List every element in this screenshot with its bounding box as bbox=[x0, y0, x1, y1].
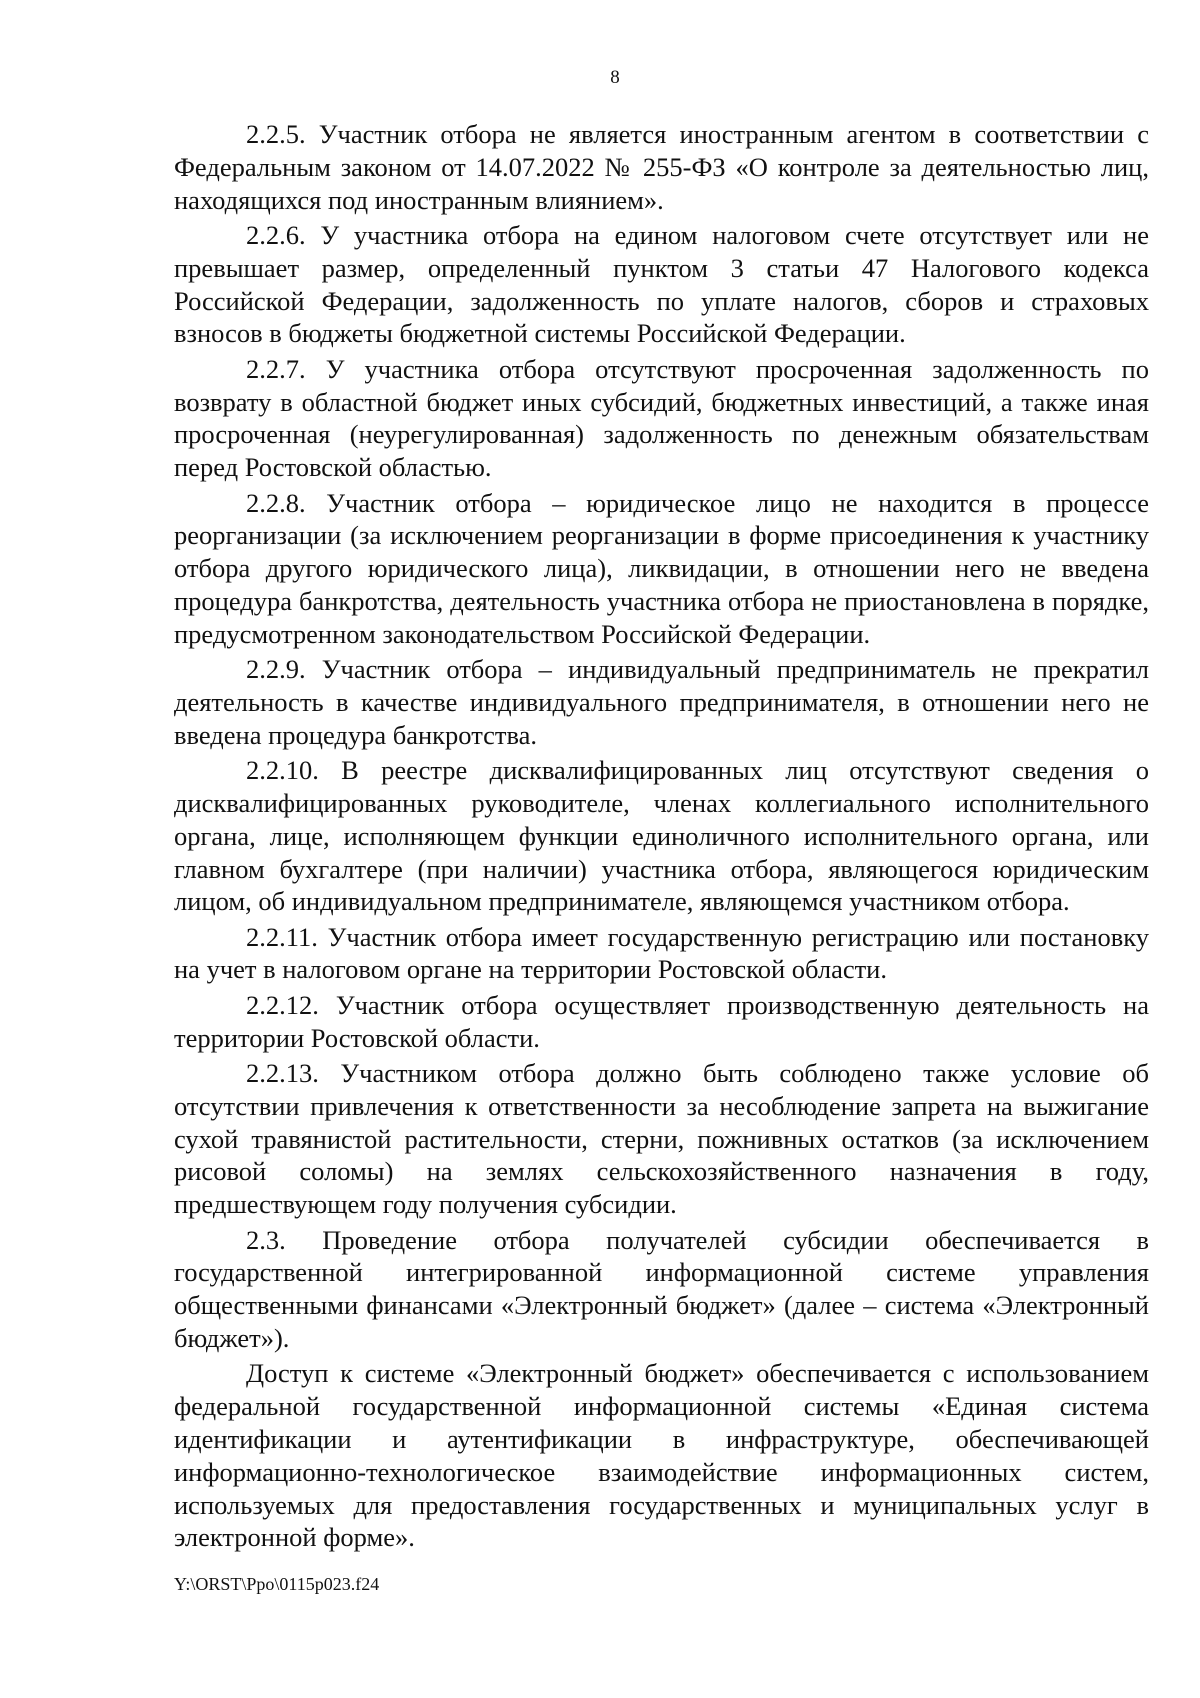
document-body bbox=[174, 118, 1149, 1557]
paragraph-2-2-12: 2.2.12. Участник отбора осуществляет производственную деятельность на территории Ростовской области. bbox=[174, 989, 1149, 1053]
paragraph-2-3: 2.3. Проведение отбора получателей субсидии обеспечивается в государственной интегрированной информационной системе управления общественными финансами «Электронный бюджет» (далее – система «Электронный бюджет»). bbox=[174, 1224, 1149, 1354]
paragraph-2-2-6: 2.2.6. У участника отбора на едином налоговом счете отсутствует или не превышает размер, определенный пунктом 3 статьи 47 Налогового кодекса Российской Федерации, задолженность по уплате налогов, сборов и страховых взносов в бюджеты бюджетной системы Российской Федерации. bbox=[174, 219, 1149, 349]
paragraph-2-2-11: 2.2.11. Участник отбора имеет государственную регистрацию или постановку на учет в налоговом органе на территории Ростовской области. bbox=[174, 921, 1149, 985]
paragraph-2-2-13: 2.2.13. Участником отбора должно быть соблюдено также условие об отсутствии привлечения к ответственности за несоблюдение запрета на выжигание сухой травянистой растительности, стерни, пожнивных остатков (за исключением рисовой соломы) на землях сельскохозяйственного назначения в году, предшествующем году получения субсидии. bbox=[174, 1058, 1149, 1220]
footer-file-path: Y:\ORST\Ppo\0115p023.f24 bbox=[174, 1574, 380, 1594]
paragraph-2-2-8: 2.2.8. Участник отбора – юридическое лицо не находится в процессе реорганизации (за исключением реорганизации в форме присоединения к участнику отбора другого юридического лица), ликвидации, в отношении него не введена процедура банкротства, деятельность участника отбора не приостановлена в порядке, предусмотренном законодательством Российской Федерации. bbox=[174, 487, 1149, 649]
paragraph-2-2-9: 2.2.9. Участник отбора – индивидуальный предприниматель не прекратил деятельность в качестве индивидуального предпринимателя, в отношении него не введена процедура банкротства. bbox=[174, 654, 1149, 750]
paragraph-2-2-5: 2.2.5. Участник отбора не является иностранным агентом в соответствии с Федеральным законом от 14.07.2022 № 255-ФЗ «О контроле за деятельностью лиц, находящихся под иностранным влиянием». bbox=[174, 119, 1149, 215]
paragraph-2-2-10: 2.2.10. В реестре дисквалифицированных лиц отсутствуют сведения о дисквалифицированных руководителе, членах коллегиального исполнительного органа, лице, исполняющем функции единоличного исполнительного органа, или главном бухгалтере (при наличии) участника отбора, являющегося юридическим лицом, об индивидуальном предпринимателе, являющемся участником отбора. bbox=[174, 755, 1149, 917]
paragraph-access: Доступ к системе «Электронный бюджет» обеспечивается с использованием федеральной государственной информационной системы «Единая система идентификации и аутентификации в инфраструктуре, обеспечивающей информационно-технологическое взаимодействие информационных систем, используемых для предоставления государственных и муниципальных услуг в электронной форме». bbox=[174, 1358, 1149, 1553]
page-number: 8 bbox=[610, 67, 620, 88]
paragraph-2-2-7: 2.2.7. У участника отбора отсутствуют просроченная задолженность по возврату в областной бюджет иных субсидий, бюджетных инвестиций, а также иная просроченная (неурегулированная) задолженность по денежным обязательствам перед Ростовской областью. bbox=[174, 353, 1149, 483]
